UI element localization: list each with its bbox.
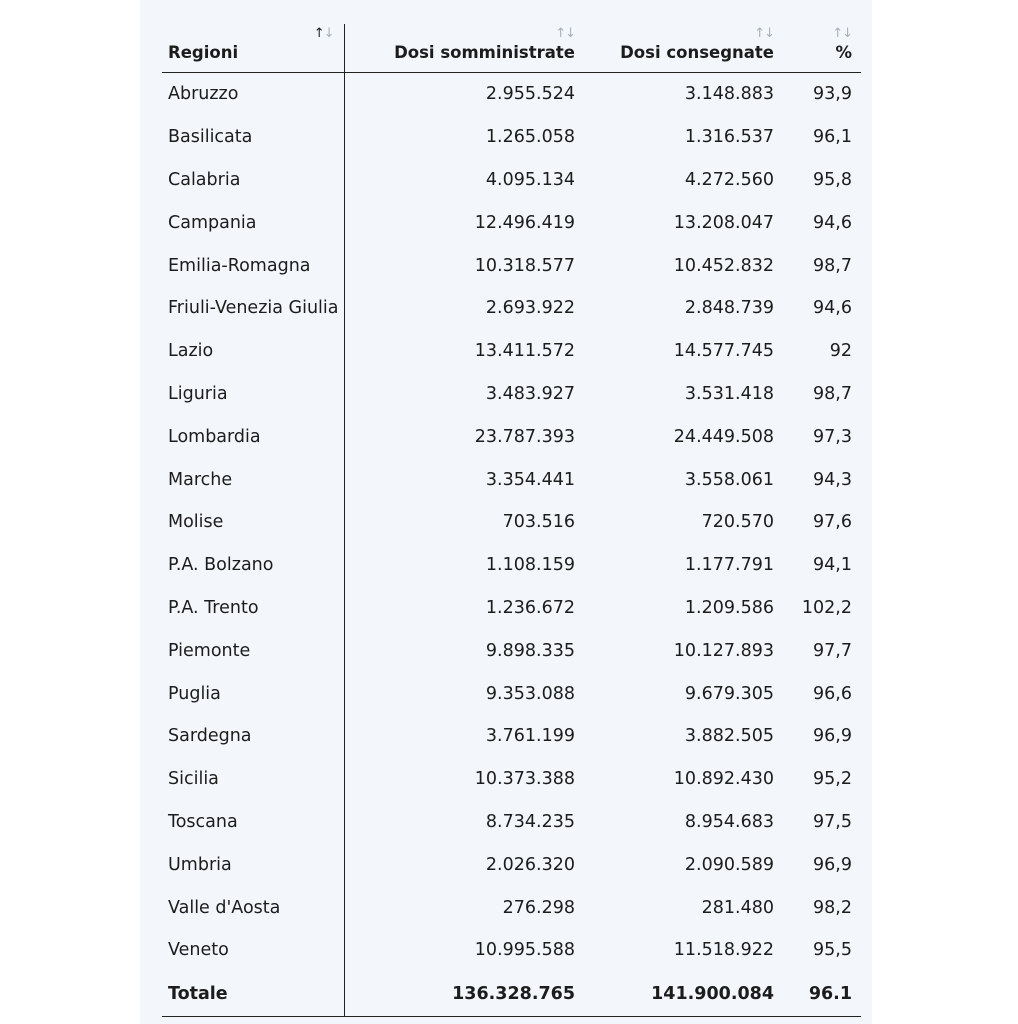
delivered-cell: 281.480 (701, 897, 774, 918)
delivered-cell: 1.209.586 (684, 597, 774, 618)
total-delivered: 141.900.084 (584, 972, 783, 1017)
table-row (162, 501, 861, 544)
administered-cell: 3.354.441 (485, 469, 575, 490)
region-cell: Basilicata (162, 116, 344, 159)
administered-cell: 1.236.672 (485, 597, 575, 618)
region-cell: Calabria (162, 159, 344, 202)
sort-arrows-icon[interactable]: ↑↓ (313, 26, 334, 41)
table-row (162, 159, 861, 202)
delivered-cell: 9.679.305 (684, 683, 774, 704)
table-row (162, 244, 861, 287)
table-row (162, 544, 861, 587)
administered-cell: 9.898.335 (485, 640, 575, 661)
percent-cell: 97,6 (813, 512, 852, 533)
delivered-cell: 2.090.589 (684, 854, 774, 875)
administered-cell: 703.516 (502, 512, 575, 533)
region-cell: Toscana (162, 801, 344, 844)
table-row (162, 116, 861, 159)
administered-cell: 8.734.235 (485, 811, 575, 832)
table-row (162, 758, 861, 801)
delivered-cell: 13.208.047 (673, 212, 774, 233)
sort-arrows-icon[interactable]: ↑↓ (832, 26, 852, 41)
vaccine-doses-table (162, 24, 861, 1017)
administered-cell: 2.693.922 (485, 298, 575, 319)
table-row (162, 843, 861, 886)
table-row (162, 415, 861, 458)
region-cell: Lombardia (162, 415, 344, 458)
table-row (162, 587, 861, 630)
administered-cell: 23.787.393 (474, 426, 575, 447)
column-header-delivered[interactable] (584, 24, 783, 73)
percent-cell: 97,7 (813, 640, 852, 661)
region-cell: Abruzzo (162, 73, 344, 116)
delivered-cell: 8.954.683 (684, 811, 774, 832)
administered-cell: 1.265.058 (485, 127, 575, 148)
region-cell: Molise (162, 501, 344, 544)
percent-cell: 102,2 (801, 597, 852, 618)
administered-cell: 12.496.419 (474, 212, 575, 233)
delivered-cell: 2.848.739 (684, 298, 774, 319)
delivered-cell: 14.577.745 (673, 341, 774, 362)
table-header (162, 24, 861, 73)
region-cell: Piemonte (162, 629, 344, 672)
percent-cell: 95,8 (813, 169, 852, 190)
administered-cell: 13.411.572 (474, 341, 575, 362)
table-row (162, 287, 861, 330)
region-cell: Emilia-Romagna (162, 244, 344, 287)
table-body (162, 73, 861, 972)
table-row (162, 629, 861, 672)
administered-cell: 3.761.199 (485, 726, 575, 747)
region-cell: P.A. Trento (162, 587, 344, 630)
delivered-cell: 1.316.537 (684, 127, 774, 148)
sort-arrows-icon[interactable]: ↑↓ (555, 26, 575, 41)
table-row (162, 201, 861, 244)
percent-cell: 94,1 (813, 555, 852, 576)
region-cell: Sicilia (162, 758, 344, 801)
administered-cell: 10.318.577 (474, 255, 575, 276)
table-row (162, 672, 861, 715)
column-header-label: % (835, 43, 852, 62)
table-row (162, 715, 861, 758)
region-cell: Marche (162, 458, 344, 501)
header-row (162, 24, 861, 73)
percent-cell: 94,3 (813, 469, 852, 490)
percent-cell: 95,2 (813, 769, 852, 790)
table-panel (140, 0, 872, 1024)
administered-cell: 3.483.927 (485, 383, 575, 404)
column-header-label: Regioni (168, 43, 239, 62)
delivered-cell: 11.518.922 (673, 940, 774, 961)
percent-cell: 98,2 (813, 897, 852, 918)
percent-cell: 98,7 (813, 383, 852, 404)
region-cell: Liguria (162, 373, 344, 416)
region-cell: Lazio (162, 330, 344, 373)
administered-cell: 10.995.588 (474, 940, 575, 961)
region-cell: Veneto (162, 929, 344, 972)
table-row (162, 801, 861, 844)
column-header-percent[interactable] (783, 24, 861, 73)
table-row (162, 330, 861, 373)
administered-cell: 2.026.320 (485, 854, 575, 875)
percent-cell: 96,6 (813, 683, 852, 704)
administered-cell: 9.353.088 (485, 683, 575, 704)
total-label: Totale (162, 972, 344, 1017)
administered-cell: 276.298 (502, 897, 575, 918)
delivered-cell: 3.882.505 (684, 726, 774, 747)
delivered-cell: 10.892.430 (673, 769, 774, 790)
percent-cell: 95,5 (813, 940, 852, 961)
percent-cell: 92 (829, 341, 852, 362)
column-header-label: Dosi somministrate (394, 43, 575, 62)
total-row (162, 972, 861, 1017)
table-row (162, 886, 861, 929)
delivered-cell: 3.558.061 (684, 469, 774, 490)
percent-cell: 97,5 (813, 811, 852, 832)
region-cell: Sardegna (162, 715, 344, 758)
region-cell: Valle d'Aosta (162, 886, 344, 929)
table-row (162, 458, 861, 501)
column-header-administered[interactable] (344, 24, 584, 73)
total-administered: 136.328.765 (344, 972, 584, 1017)
percent-cell: 96,1 (813, 127, 852, 148)
delivered-cell: 720.570 (701, 512, 774, 533)
delivered-cell: 24.449.508 (673, 426, 774, 447)
delivered-cell: 1.177.791 (684, 555, 774, 576)
table-row (162, 373, 861, 416)
delivered-cell: 3.148.883 (684, 84, 774, 105)
administered-cell: 1.108.159 (485, 555, 575, 576)
percent-cell: 93,9 (813, 84, 852, 105)
percent-cell: 94,6 (813, 298, 852, 319)
delivered-cell: 4.272.560 (684, 169, 774, 190)
percent-cell: 98,7 (813, 255, 852, 276)
delivered-cell: 3.531.418 (684, 383, 774, 404)
percent-cell: 96,9 (813, 854, 852, 875)
administered-cell: 4.095.134 (485, 169, 575, 190)
percent-cell: 94,6 (813, 212, 852, 233)
administered-cell: 2.955.524 (485, 84, 575, 105)
total-percent: 96.1 (783, 972, 861, 1017)
sort-arrows-icon[interactable]: ↑↓ (754, 26, 774, 41)
region-cell: Friuli-Venezia Giulia (162, 287, 344, 330)
percent-cell: 96,9 (813, 726, 852, 747)
region-cell: Campania (162, 201, 344, 244)
table-footer (162, 972, 861, 1017)
region-cell: Umbria (162, 843, 344, 886)
percent-cell: 97,3 (813, 426, 852, 447)
region-cell: P.A. Bolzano (162, 544, 344, 587)
administered-cell: 10.373.388 (474, 769, 575, 790)
table-row (162, 929, 861, 972)
column-header-regions[interactable] (162, 24, 344, 73)
delivered-cell: 10.452.832 (673, 255, 774, 276)
column-header-label: Dosi consegnate (620, 43, 774, 62)
region-cell: Puglia (162, 672, 344, 715)
delivered-cell: 10.127.893 (673, 640, 774, 661)
table-row (162, 73, 861, 116)
